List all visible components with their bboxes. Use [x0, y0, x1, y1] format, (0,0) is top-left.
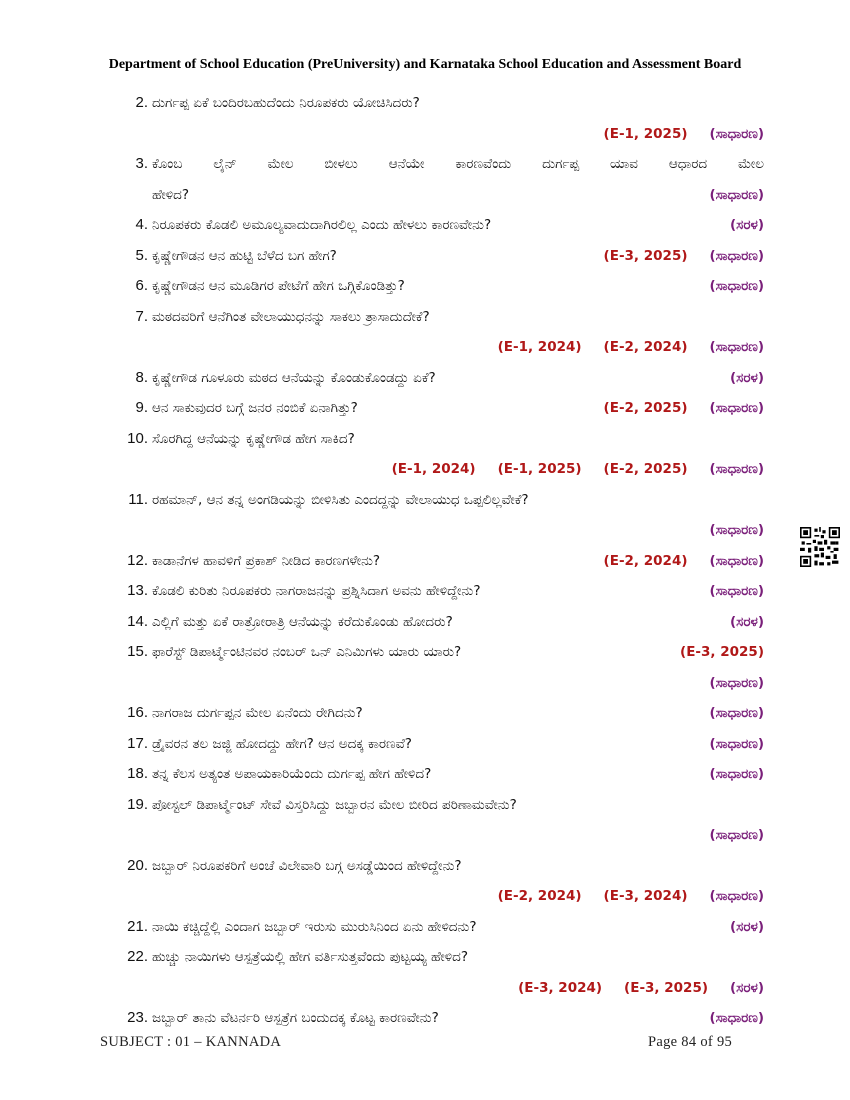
question-text: ರಹಮಾನ್, ಆನ ತನ್ನ ಅಂಗಡಿಯನ್ನು ಬೀಳಿಸಿತು ಎಂದದ್ದನ್ನು ವೇಲಾಯುಧ ಒಪ್ಪಲಿಲ್ಲವೇಕೆ? — [152, 491, 529, 508]
difficulty-tag: (ಸರಳ) — [730, 979, 764, 996]
question-number: 5. — [135, 246, 148, 264]
question-number: 3. — [135, 155, 148, 172]
question-text: ಹೇಳಿದ? — [152, 186, 190, 203]
difficulty-tag: (ಸಾಧಾರಣ) — [709, 552, 764, 569]
question-number: 12. — [127, 551, 148, 569]
question-text: ಮಠದವರಿಗೆ ಆನೆಗಿಂತ ವೇಲಾಯುಧನನ್ನು ಸಾಕಲು ತ್ರಾಸಾದುದೇಕೆ? — [152, 308, 430, 325]
difficulty-tag: (ಸಾಧಾರಣ) — [709, 705, 764, 721]
qr-code-icon[interactable] — [800, 527, 840, 567]
question-number: 6. — [135, 277, 148, 294]
difficulty-tag: (ಸಾಧಾರಣ) — [709, 461, 764, 477]
question-text: ಕೃಷ್ಣೇಗೌಡನ ಆನ ಹುಟ್ಟಿ ಬೆಳೆದ ಬಗ ಹೇಗ? — [152, 247, 337, 264]
exam-tag: (E-3, 2025) — [624, 979, 709, 996]
question-tags — [688, 668, 764, 699]
question-tags — [718, 210, 764, 241]
question-item — [124, 485, 764, 546]
question-tags — [688, 729, 764, 760]
difficulty-tag: (ಸಾಧಾರಣ) — [709, 125, 764, 142]
question-tags — [708, 363, 764, 394]
question-number: 22. — [127, 948, 148, 965]
question-item — [124, 851, 764, 912]
question-tags — [688, 180, 764, 211]
exam-tag: (E-1, 2025) — [603, 125, 688, 142]
question-tags — [688, 515, 764, 546]
difficulty-tag: (ಸಾಧಾರಣ) — [709, 522, 764, 538]
question-tags — [688, 271, 764, 302]
question-exams — [658, 637, 764, 668]
question-text: ಹುಚ್ಚು ನಾಯಿಗಳು ಆಸ್ಪತ್ರೆಯಲ್ಲಿ ಹೇಗ ವರ್ತಿಸುತ್ತವೆಂದು ಪುಟ್ಟಯ್ಯ ಹೇಳಿದ? — [152, 949, 468, 965]
question-text: ಪೋಸ್ಟಲ್ ಡಿಪಾರ್ಟ್ಮೆಂಟ್ ಸೇವೆ ವಿಸ್ತರಿಸಿದ್ದು ಜಬ್ಬಾರನ ಮೇಲ ಬೀರಿದ ಪರಿಣಾಮವೇನು? — [152, 796, 517, 813]
question-tags — [708, 607, 764, 638]
question-text: ಸೊರಗಿದ್ದ ಆನೆಯನ್ನು ಕೃಷ್ಣೇಗೌಡ ಹೇಗ ಸಾಕಿದ? — [152, 430, 355, 447]
question-tags — [698, 576, 764, 607]
question-item — [124, 546, 764, 577]
question-number: 7. — [135, 307, 148, 325]
question-text: ಆನ ಸಾಕುವುದರ ಬಗ್ಗೆ ಜನರ ನಂಬಿಕೆ ಏನಾಗಿತ್ತು? — [152, 400, 358, 416]
question-text: ನಾಯಿ ಕಚ್ಚಿದ್ದೆಲ್ಲಿ ಎಂದಾಗ ಜಬ್ಬಾರ್ ಇರುಸು ಮುರುಸಿನಿಂದ ಏನು ಹೇಳಿದನು? — [152, 918, 477, 935]
question-item — [124, 637, 764, 698]
question-number: 2. — [135, 94, 148, 111]
question-number: 19. — [127, 795, 148, 813]
question-number: 14. — [127, 612, 148, 630]
question-item — [124, 607, 764, 638]
question-number: 15. — [127, 643, 148, 660]
question-text: ನಿರೂಪಕರು ಕೊಡಲಿ ಅಮೂಲ್ಯವಾದುದಾಗಿರಲಿಲ್ಲ ಎಂದು ಹೇಳಲು ಕಾರಣವೇನು? — [152, 217, 492, 233]
exam-tag: (E-1, 2024) — [497, 339, 582, 355]
question-tags — [582, 241, 764, 272]
question-number: 11. — [128, 490, 148, 508]
exam-tag: (E-2, 2025) — [603, 461, 688, 477]
question-number: 16. — [127, 704, 148, 721]
question-tags — [582, 119, 764, 150]
question-text: ಜಬ್ಬಾರ್ ನಿರೂಪಕರಿಗೆ ಅಂಚೆ ವಿಲೇವಾರಿ ಬಗ್ಗ ಅಸಡ್ಡೆಯಿಂದ ಹೇಳಿದ್ದೇನು? — [152, 857, 462, 874]
question-tags — [496, 973, 764, 1004]
question-item — [124, 363, 764, 394]
question-number: 9. — [135, 399, 148, 416]
question-item — [124, 302, 764, 363]
difficulty-tag: (ಸಾಧಾರಣ) — [709, 766, 764, 782]
question-tags — [582, 393, 764, 424]
question-list — [124, 88, 764, 1034]
difficulty-tag: (ಸಾಧಾರಣ) — [709, 278, 764, 294]
question-item — [124, 912, 764, 943]
question-item — [124, 393, 764, 424]
difficulty-tag: (ಸಾಧಾರಣ) — [709, 888, 764, 904]
question-tags — [708, 912, 764, 943]
difficulty-tag: (ಸಾಧಾರಣ) — [709, 186, 764, 203]
footer-page-number: Page 84 of 95 — [648, 1034, 733, 1050]
exam-tag: (E-3, 2024) — [518, 979, 603, 996]
question-text: ಎಲ್ಲಿಗೆ ಮತ್ತು ಏಕೆ ರಾತ್ರೋರಾತ್ರಿ ಆನೆಯನ್ನು ಕರೆದುಕೊಂಡು ಹೋದರು? — [152, 613, 453, 630]
question-text: ಡ್ರೈವರನ ತಲ ಜಜ್ಜಿ ಹೋದದ್ದು ಹೇಗ? ಆನ ಅದಕ್ಕ ಕಾರಣವೆ? — [152, 735, 412, 752]
exam-tag: (E-3, 2025) — [680, 644, 764, 660]
question-item — [124, 942, 764, 1003]
exam-tag: (E-2, 2024) — [603, 552, 688, 569]
question-text: ಕೃಷ್ಣೇಗೌಡ ಗೂಳೂರು ಮಠದ ಆನೆಯನ್ನು ಕೊಂಡುಕೊಂಡದ್ದು ಏಕೆ? — [152, 369, 436, 386]
question-text: ಕೊಡಲಿ ಕುರಿತು ನಿರೂಪಕರು ನಾಗರಾಜನನ್ನು ಪ್ರಶ್ನಿಸಿದಾಗ ಅವನು ಹೇಳಿದ್ದೇನು? — [152, 583, 481, 599]
footer-subject: SUBJECT : 01 – KANNADA — [100, 1034, 282, 1050]
question-item — [124, 698, 764, 729]
question-item — [124, 88, 764, 149]
page-header: Department of School Education (PreUniversity) and Karnataka School Education and Assessment Board — [108, 57, 742, 72]
question-tags — [688, 1003, 764, 1034]
question-text: ನಾಗರಾಜ ದುರ್ಗಪ್ಪನ ಮೇಲ ಏನೆಂದು ರೇಗಿದನು? — [152, 705, 363, 721]
difficulty-tag: (ಸಾಧಾರಣ) — [709, 583, 764, 599]
question-number: 21. — [127, 917, 148, 935]
question-tags — [476, 881, 764, 912]
question-item — [124, 1003, 764, 1034]
question-item — [124, 149, 764, 210]
exam-tag: (E-1, 2025) — [497, 461, 582, 477]
difficulty-tag: (ಸರಳ) — [730, 613, 764, 630]
question-tags — [476, 332, 764, 363]
question-text: ಕಾಡಾನೆಗಳ ಹಾವಳಿಗೆ ಪ್ರಕಾಶ್ ನೀಡಿದ ಕಾರಣಗಳೇನು? — [152, 552, 381, 569]
difficulty-tag: (ಸಾಧಾರಣ) — [709, 827, 764, 843]
difficulty-tag: (ಸಾಧಾರಣ) — [709, 1010, 764, 1026]
question-text: ಜಬ್ಬಾರ್ ತಾನು ವೆಟರ್ನರಿ ಆಸ್ಪತ್ರೆಗ ಬಂದುದಕ್ಕ ಕೊಟ್ಟ ಕಾರಣವೇನು? — [152, 1010, 439, 1026]
question-item — [124, 210, 764, 241]
question-number: 8. — [135, 368, 148, 386]
question-tags — [688, 759, 764, 790]
question-text: ಕೃಷ್ಣೇಗೌಡನ ಆನ ಮೂಡಿಗರ ಪೇಟೆಗೆ ಹೇಗ ಒಗ್ಗಿಕೊಂಡಿತ್ತು? — [152, 278, 405, 294]
question-item — [124, 759, 764, 790]
difficulty-tag: (ಸರಳ) — [730, 217, 764, 233]
question-number: 17. — [127, 734, 148, 752]
question-text: ಫಾರೆಸ್ಟ್ ಡಿಪಾರ್ಟ್ಮೆಂಟಿನವರ ನಂಬರ್ ಒನ್ ಎನಿಮಿಗಳು ಯಾರು ಯಾರು? — [152, 644, 462, 660]
question-number: 23. — [127, 1009, 148, 1026]
question-tags — [582, 546, 764, 577]
difficulty-tag: (ಸರಳ) — [730, 918, 764, 935]
exam-tag: (E-2, 2024) — [497, 888, 582, 904]
exam-tag: (E-2, 2025) — [603, 400, 688, 416]
question-item — [124, 424, 764, 485]
question-tags — [370, 454, 764, 485]
exam-tag: (E-3, 2024) — [603, 888, 688, 904]
difficulty-tag: (ಸಾಧಾರಣ) — [709, 247, 764, 264]
question-item — [124, 729, 764, 760]
question-number: 18. — [127, 765, 148, 782]
question-item — [124, 576, 764, 607]
difficulty-tag: (ಸಾಧಾರಣ) — [709, 674, 764, 691]
exam-tag: (E-2, 2024) — [603, 339, 688, 355]
difficulty-tag: (ಸಾಧಾರಣ) — [709, 339, 764, 355]
question-text: ಕೊಂಬ ಲೈನ್ ಮೇಲ ಬೀಳಲು ಆನೆಯೇ ಕಾರಣವೆಂದು ದುರ್ಗಪ್ಪ ಯಾವ ಆಧಾರದ ಮೇಲ — [152, 156, 764, 172]
exam-tag: (E-1, 2024) — [391, 461, 476, 477]
question-number: 4. — [135, 216, 148, 233]
question-text: ದುರ್ಗಪ್ಪ ಏಕೆ ಬಂದಿರಬಹುದೆಂದು ನಿರೂಪಕರು ಯೋಚಿಸಿದರು? — [152, 95, 420, 111]
difficulty-tag: (ಸಾಧಾರಣ) — [709, 735, 764, 752]
question-text: ತನ್ನ ಕೆಲಸ ಅತ್ಯಂತ ಅಪಾಯಕಾರಿಯೆಂದು ದುರ್ಗಪ್ಪ ಹೇಗ ಹೇಳಿದ? — [152, 766, 432, 782]
question-tags — [688, 698, 764, 729]
question-tags — [688, 820, 764, 851]
difficulty-tag: (ಸರಳ) — [730, 369, 764, 386]
question-item — [124, 241, 764, 272]
question-number: 20. — [127, 856, 148, 874]
difficulty-tag: (ಸಾಧಾರಣ) — [709, 400, 764, 416]
question-number: 10. — [127, 429, 148, 447]
question-number: 13. — [127, 582, 148, 599]
exam-tag: (E-3, 2025) — [603, 247, 688, 264]
question-item — [124, 271, 764, 302]
question-item — [124, 790, 764, 851]
